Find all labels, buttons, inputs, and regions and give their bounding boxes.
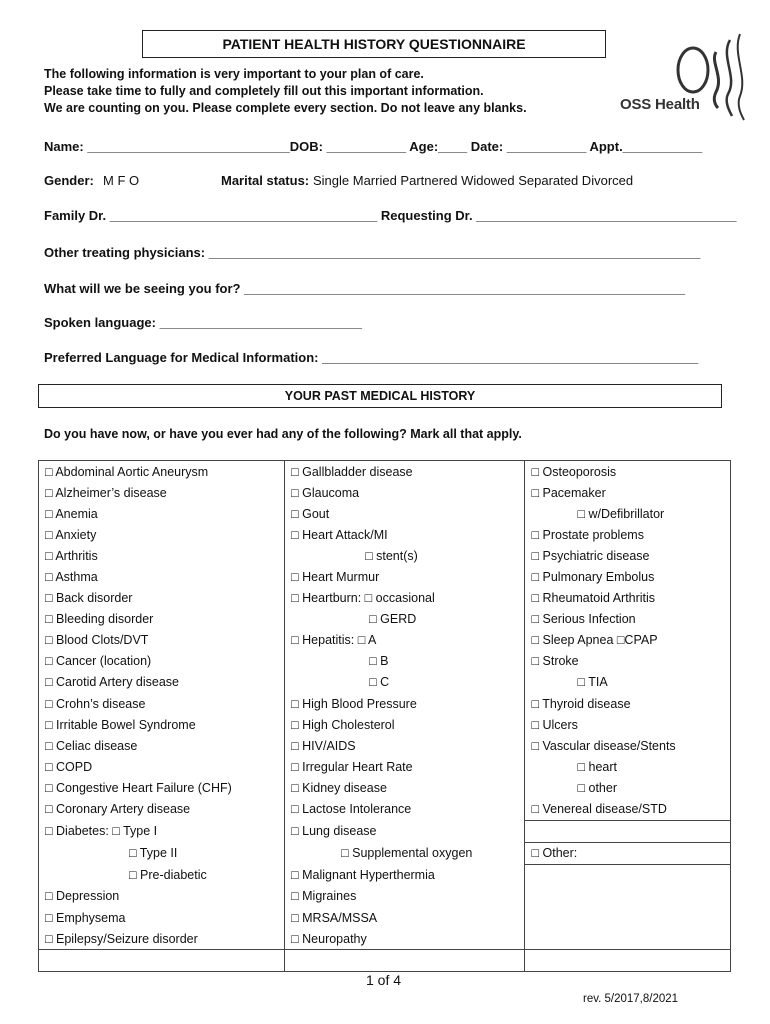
history-item[interactable]: □ Cancer (location) <box>39 651 285 672</box>
history-item[interactable]: □ Pulmonary Embolus <box>525 566 731 587</box>
table-row <box>39 630 731 651</box>
history-item[interactable]: □ Coronary Artery disease <box>39 799 285 821</box>
history-item[interactable]: □ Serious Infection <box>525 609 731 630</box>
history-item[interactable]: □ Kidney disease <box>285 777 525 798</box>
table-row <box>39 735 731 756</box>
history-item <box>525 928 731 950</box>
table-row <box>39 482 731 503</box>
section-title: YOUR PAST MEDICAL HISTORY <box>38 384 722 408</box>
table-row <box>39 651 731 672</box>
history-item[interactable]: □ Blood Clots/DVT <box>39 630 285 651</box>
history-item[interactable]: □ Heartburn: □ occasional <box>285 588 525 609</box>
history-item[interactable]: □ Hepatitis: □ A <box>285 630 525 651</box>
history-item[interactable]: □ Venereal disease/STD <box>525 799 731 821</box>
table-row <box>39 756 731 777</box>
history-item[interactable]: □ GERD <box>285 609 525 630</box>
history-item <box>525 820 731 842</box>
intro-line-3: We are counting on you. Please complete every section. Do not leave any blanks. <box>44 101 527 115</box>
table-row <box>39 545 731 566</box>
table-row <box>39 714 731 735</box>
table-row <box>39 820 731 842</box>
marital-status-label: Marital status: <box>221 173 310 188</box>
name-dob-age-row[interactable]: Name: ____________________________DOB: ___________ Age:____ Date: ___________ Appt.___________ <box>44 139 703 154</box>
history-item[interactable]: □ Arthritis <box>39 545 285 566</box>
table-row <box>39 864 731 886</box>
history-item[interactable]: □ Migraines <box>285 886 525 907</box>
table-row <box>39 588 731 609</box>
intro-line-1: The following information is very important to your plan of care. <box>44 67 424 81</box>
history-item[interactable]: □ Back disorder <box>39 588 285 609</box>
history-item[interactable]: □ HIV/AIDS <box>285 735 525 756</box>
history-item[interactable]: □ Emphysema <box>39 907 285 928</box>
history-item[interactable]: □ other <box>525 777 731 798</box>
history-item[interactable]: □ Gout <box>285 503 525 524</box>
history-item[interactable]: □ Other: <box>525 842 731 864</box>
gender-options[interactable]: M F O <box>103 173 140 188</box>
page-title: PATIENT HEALTH HISTORY QUESTIONNAIRE <box>142 30 606 58</box>
table-row <box>39 566 731 587</box>
history-item[interactable]: □ Vascular disease/Stents <box>525 735 731 756</box>
page-number: 1 of 4 <box>366 972 402 988</box>
history-item[interactable]: □ Supplemental oxygen <box>285 842 525 864</box>
history-item[interactable]: □ Ulcers <box>525 714 731 735</box>
history-item[interactable]: □ Prostate problems <box>525 524 731 545</box>
history-item[interactable]: □ Sleep Apnea □CPAP <box>525 630 731 651</box>
table-row <box>39 886 731 907</box>
table-row <box>39 672 731 693</box>
history-item[interactable]: □ Heart Murmur <box>285 566 525 587</box>
history-item <box>525 886 731 907</box>
history-item[interactable]: □ heart <box>525 756 731 777</box>
family-requesting-dr-row[interactable]: Family Dr. _____________________________________ Requesting Dr. ____________________________________ <box>44 208 737 223</box>
table-row <box>39 777 731 798</box>
history-item[interactable]: □ MRSA/MSSA <box>285 907 525 928</box>
intro-line-2: Please take time to fully and completely fill out this important information. <box>44 84 484 98</box>
table-row <box>39 950 731 972</box>
table-row <box>39 503 731 524</box>
history-item[interactable]: □ TIA <box>525 672 731 693</box>
history-item[interactable]: □ Crohn’s disease <box>39 693 285 714</box>
history-item <box>39 950 285 972</box>
history-item <box>525 950 731 972</box>
revision-date: rev. 5/2017,8/2021 <box>583 993 679 1005</box>
history-item[interactable]: □ B <box>285 651 525 672</box>
preferred-language-row[interactable]: Preferred Language for Medical Information: ____________________________________________________ <box>44 350 699 365</box>
history-item[interactable]: □ Diabetes: □ Type I <box>39 820 285 842</box>
history-item[interactable]: □ Anemia <box>39 503 285 524</box>
history-item[interactable]: □ Psychiatric disease <box>525 545 731 566</box>
marital-status-options[interactable]: Single Married Partnered Widowed Separated Divorced <box>313 173 634 188</box>
spoken-language-row[interactable]: Spoken language: ____________________________ <box>44 315 363 330</box>
history-item[interactable]: □ Irregular Heart Rate <box>285 756 525 777</box>
gender-label: Gender: <box>44 173 94 188</box>
history-item[interactable]: □ Glaucoma <box>285 482 525 503</box>
table-row <box>39 842 731 864</box>
medical-history-table <box>38 460 731 972</box>
table-row <box>39 907 731 928</box>
history-item[interactable]: □ Carotid Artery disease <box>39 672 285 693</box>
history-item[interactable]: □ Lactose Intolerance <box>285 799 525 821</box>
history-item[interactable]: □ Asthma <box>39 566 285 587</box>
table-row <box>39 799 731 821</box>
history-item[interactable]: □ Epilepsy/Seizure disorder <box>39 928 285 950</box>
history-item[interactable]: □ Lung disease <box>285 820 525 842</box>
history-item[interactable]: □ Anxiety <box>39 524 285 545</box>
history-item <box>525 864 731 886</box>
history-item[interactable]: □ Celiac disease <box>39 735 285 756</box>
table-row <box>39 693 731 714</box>
history-item[interactable]: □ w/Defibrillator <box>525 503 731 524</box>
history-item[interactable]: □ Gallbladder disease <box>285 461 525 483</box>
history-item[interactable]: □ Osteoporosis <box>525 461 731 483</box>
history-item[interactable]: □ Bleeding disorder <box>39 609 285 630</box>
history-item[interactable]: □ High Cholesterol <box>285 714 525 735</box>
table-row <box>39 609 731 630</box>
history-question: Do you have now, or have you ever had any of the following? Mark all that apply. <box>44 427 522 441</box>
history-item[interactable]: □ Type II <box>39 842 285 864</box>
history-item[interactable]: □ Abdominal Aortic Aneurysm <box>39 461 285 483</box>
history-item[interactable]: □ Neuropathy <box>285 928 525 950</box>
table-row <box>39 461 731 483</box>
history-item[interactable]: □ Heart Attack/MI <box>285 524 525 545</box>
history-item[interactable]: □ stent(s) <box>285 545 525 566</box>
history-item[interactable]: □ Congestive Heart Failure (CHF) <box>39 777 285 798</box>
table-row <box>39 928 731 950</box>
history-item[interactable]: □ Alzheimer’s disease <box>39 482 285 503</box>
history-item[interactable]: □ High Blood Pressure <box>285 693 525 714</box>
logo-text: OSS Health <box>620 96 700 113</box>
seeing-you-for-row[interactable]: What will we be seeing you for? _____________________________________________________________ <box>44 281 686 296</box>
history-item <box>525 907 731 928</box>
history-item[interactable]: □ Irritable Bowel Syndrome <box>39 714 285 735</box>
table-row <box>39 524 731 545</box>
other-physicians-row[interactable]: Other treating physicians: ____________________________________________________________________ <box>44 245 701 260</box>
history-item[interactable]: □ Stroke <box>525 651 731 672</box>
history-item[interactable]: □ Malignant Hyperthermia <box>285 864 525 886</box>
history-item[interactable]: □ Rheumatoid Arthritis <box>525 588 731 609</box>
history-item[interactable]: □ Thyroid disease <box>525 693 731 714</box>
history-item[interactable]: □ COPD <box>39 756 285 777</box>
history-item[interactable]: □ Depression <box>39 886 285 907</box>
history-item[interactable]: □ C <box>285 672 525 693</box>
history-item[interactable]: □ Pacemaker <box>525 482 731 503</box>
history-item <box>285 950 525 972</box>
history-item[interactable]: □ Pre-diabetic <box>39 864 285 886</box>
